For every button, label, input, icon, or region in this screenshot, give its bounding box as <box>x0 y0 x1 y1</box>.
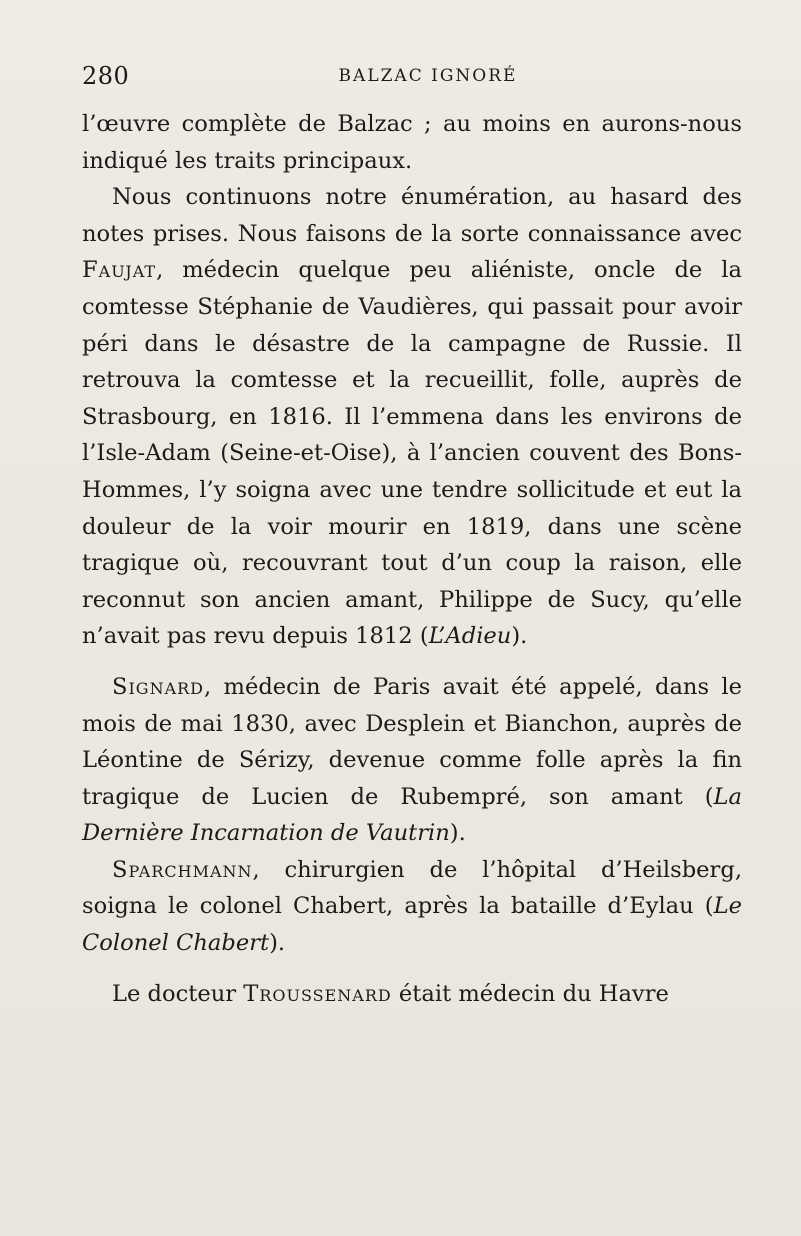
work-title: La Dernière Incarnation de Vautrin <box>82 783 742 847</box>
work-title: Le Colonel Chabert <box>82 893 742 957</box>
page-number: 280 <box>82 62 130 90</box>
text-run: Le docteur <box>112 980 244 1007</box>
text-run: ). <box>449 820 466 847</box>
text-run: , chirurgien de l’hôpital d’Heilsberg, soigna le colonel Chabert, après la bataille d’Eylau ( <box>82 856 742 920</box>
text-run: l’œuvre complète de Balzac ; au moins en aurons-nous indiqué les traits principaux. <box>82 111 742 174</box>
character-name: Sparchmann <box>112 856 253 883</box>
paragraph-troussenard <box>82 976 742 1013</box>
text-run: ). <box>269 930 286 957</box>
paragraph-sparchmann <box>82 852 742 962</box>
character-name: Troussenard <box>243 980 392 1007</box>
text-run: , médecin de Paris avait été appelé, dans le mois de mai 1830, avec Desplein et Bianchon, auprès de Léontine de Sérizy, devenue comme folle après la fin tragique de Lucien de Rubempré, son amant ( <box>82 673 742 810</box>
character-name: Faujat <box>82 257 157 284</box>
character-name: Signard <box>112 673 205 700</box>
work-title: L’Adieu <box>428 623 512 650</box>
text-run: était médecin du Havre <box>391 980 669 1007</box>
paragraph-continuation <box>82 106 742 179</box>
running-head: BALZAC IGNORÉ <box>338 66 518 86</box>
paragraph-faujat <box>82 179 742 655</box>
page-header <box>80 62 721 92</box>
text-run: ). <box>511 623 528 650</box>
text-run: , médecin quelque peu aliéniste, oncle de la comtesse Stéphanie de Vaudières, qui passait pour avoir péri dans le désastre de la campagne de Russie. Il retrouva la comtesse et la recueillit, folle, auprès de Strasbourg, en 1816. Il l’emmena dans les environs de l’Isle-Adam (Seine-et-Oise), à l’ancien couvent des Bons-Hommes, l’y soigna avec une tendre sollicitude et eut la douleur de la voir mourir en 1819, dans une scène tragique où, recouvrant tout d’un coup la raison, elle reconnut son ancien amant, Philippe de Sucy, qu’elle n’avait pas revu depuis 1812 ( <box>82 257 742 650</box>
paragraph-signard <box>82 669 742 852</box>
body-text <box>82 106 742 1012</box>
text-run: Nous continuons notre énumération, au hasard des notes prises. Nous faisons de la sorte connaissance avec <box>82 184 742 247</box>
